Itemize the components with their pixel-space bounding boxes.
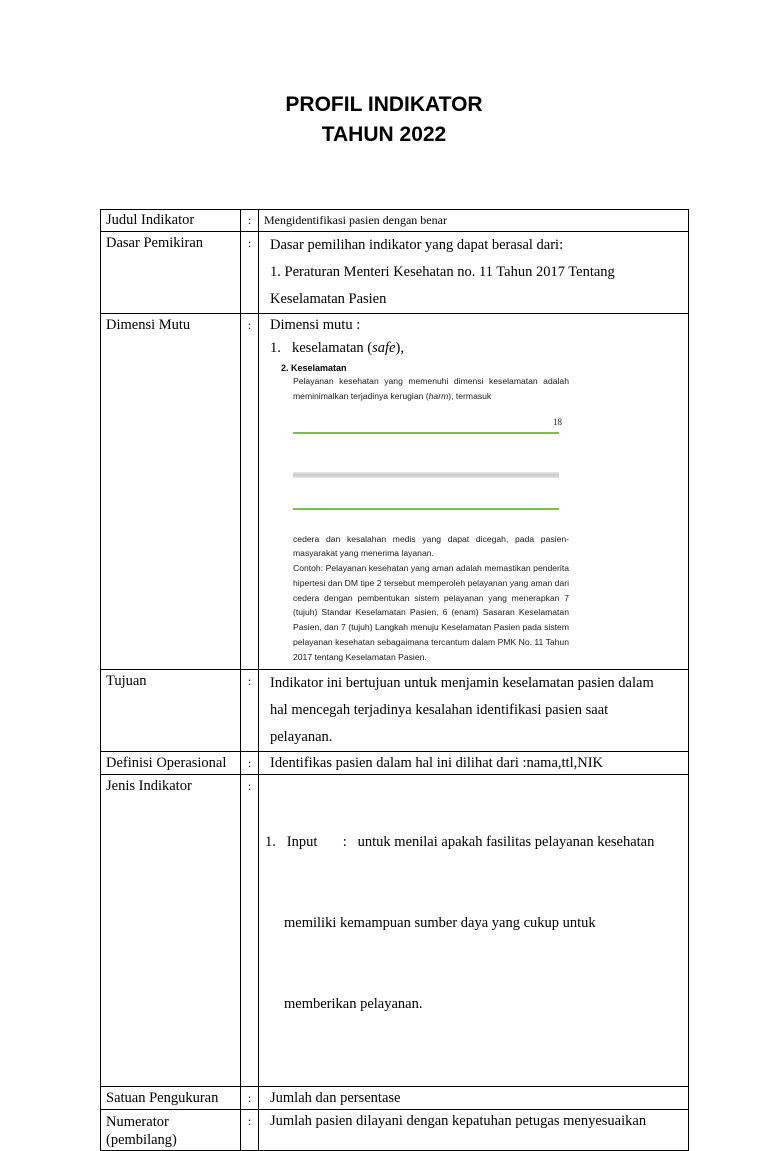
label-dasar-pemikiran: Dasar Pemikiran <box>101 232 241 314</box>
dimensi-intro: Dimensi mutu : <box>270 317 361 333</box>
jenis-line: 1. Input : untuk menilai apakah fasilitas pelayanan kesehatan <box>265 833 655 850</box>
dasar-line: Keselamatan Pasien <box>270 291 387 307</box>
row-satuan-pengukuran <box>101 1086 689 1109</box>
excerpt-paragraph: cedera dan kesalahan medis yang dapat dicegah, pada pasien-masyarakat yang menerima layanan. <box>293 533 569 559</box>
row-jenis-indikator <box>101 774 689 1086</box>
item-number: 1. <box>270 340 281 356</box>
colon: : <box>241 751 259 774</box>
tujuan-line: hal mencegah terjadinya kesalahan identifikasi pasien saat <box>270 701 609 718</box>
row-definisi-operasional <box>101 751 689 774</box>
colon: : <box>241 1109 259 1150</box>
jenis-line: memiliki kemampuan sumber daya yang cukup untuk <box>284 914 596 931</box>
label-tujuan: Tujuan <box>101 669 241 751</box>
value-dimensi-mutu <box>259 314 689 670</box>
value-judul-indikator: Mengidentifikasi pasien dengan benar <box>259 210 689 232</box>
value-numerator: Jumlah pasien dilayani dengan kepatuhan petugas menyesuaikan <box>259 1109 689 1150</box>
row-dimensi-mutu <box>101 314 689 670</box>
dasar-line: 1. Peraturan Menteri Kesehatan no. 11 Tahun 2017 Tentang <box>270 264 615 280</box>
value-dasar-pemikiran <box>259 232 689 314</box>
excerpt-heading: 2. Keselamatan <box>281 363 347 373</box>
label-jenis-indikator: Jenis Indikator <box>101 774 241 1086</box>
dimensi-item <box>270 337 680 360</box>
page-divider <box>293 432 559 434</box>
value-satuan-pengukuran: Jumlah dan persentase <box>259 1086 689 1109</box>
page-gap <box>293 472 559 478</box>
label-judul-indikator: Judul Indikator <box>101 210 241 232</box>
indicator-profile-table <box>100 209 689 1151</box>
jenis-line: memberikan pelayanan. <box>284 995 423 1012</box>
page-divider <box>293 508 559 510</box>
value-tujuan <box>259 669 689 751</box>
value-definisi-operasional: Identifikas pasien dalam hal ini dilihat dari :nama,ttl,NIK <box>259 751 689 774</box>
excerpt-image <box>281 362 569 665</box>
excerpt-paragraph: Pelayanan kesehatan yang memenuhi dimensi keselamatan adalah meminimalkan terjadinya kerugian (harm), termasuk <box>293 376 569 401</box>
document-title: PROFIL INDIKATOR <box>285 93 483 116</box>
tujuan-line: Indikator ini bertujuan untuk menjamin keselamatan pasien dalam <box>270 674 654 691</box>
row-tujuan <box>101 669 689 751</box>
excerpt-paragraph: Contoh: Pelayanan kesehatan yang aman adalah memastikan penderita hipertesi dan DM tipe 2 tersebut memperoleh pelayanan yang aman dari cedera dengan pembentukan sistem pelayanan yang menerapkan 7 (tujuh) Standar Keselamatan Pasien, 6 (enam) Sasaran Keselamatan Pasien, dan 7 (tujuh) Langkah menuju Keselamatan Pasien pada sistem pelayanan kesehatan sebagaimana tercantum dalam PMK No. 11 Tahun 2017 tentang Keselamatan Pasien. <box>293 563 569 662</box>
tujuan-line: pelayanan. <box>270 728 333 745</box>
item-text: keselamatan (safe), <box>292 340 404 356</box>
colon: : <box>241 232 259 314</box>
colon: : <box>241 669 259 751</box>
label-dimensi-mutu: Dimensi Mutu <box>101 314 241 670</box>
document-year: TAHUN 2022 <box>321 123 447 146</box>
row-dasar-pemikiran <box>101 232 689 314</box>
row-numerator <box>101 1109 689 1150</box>
colon: : <box>241 210 259 232</box>
colon: : <box>241 774 259 1086</box>
excerpt-page-number: 18 <box>553 417 562 427</box>
label-satuan-pengukuran: Satuan Pengukuran <box>101 1086 241 1109</box>
colon: : <box>241 1086 259 1109</box>
value-jenis-indikator <box>259 774 689 1086</box>
label-definisi-operasional: Definisi Operasional <box>101 751 241 774</box>
row-judul-indikator <box>101 210 689 232</box>
dasar-line: Dasar pemilihan indikator yang dapat berasal dari: <box>270 237 564 253</box>
label-numerator: Numerator (pembilang) <box>101 1109 241 1150</box>
colon: : <box>241 314 259 670</box>
